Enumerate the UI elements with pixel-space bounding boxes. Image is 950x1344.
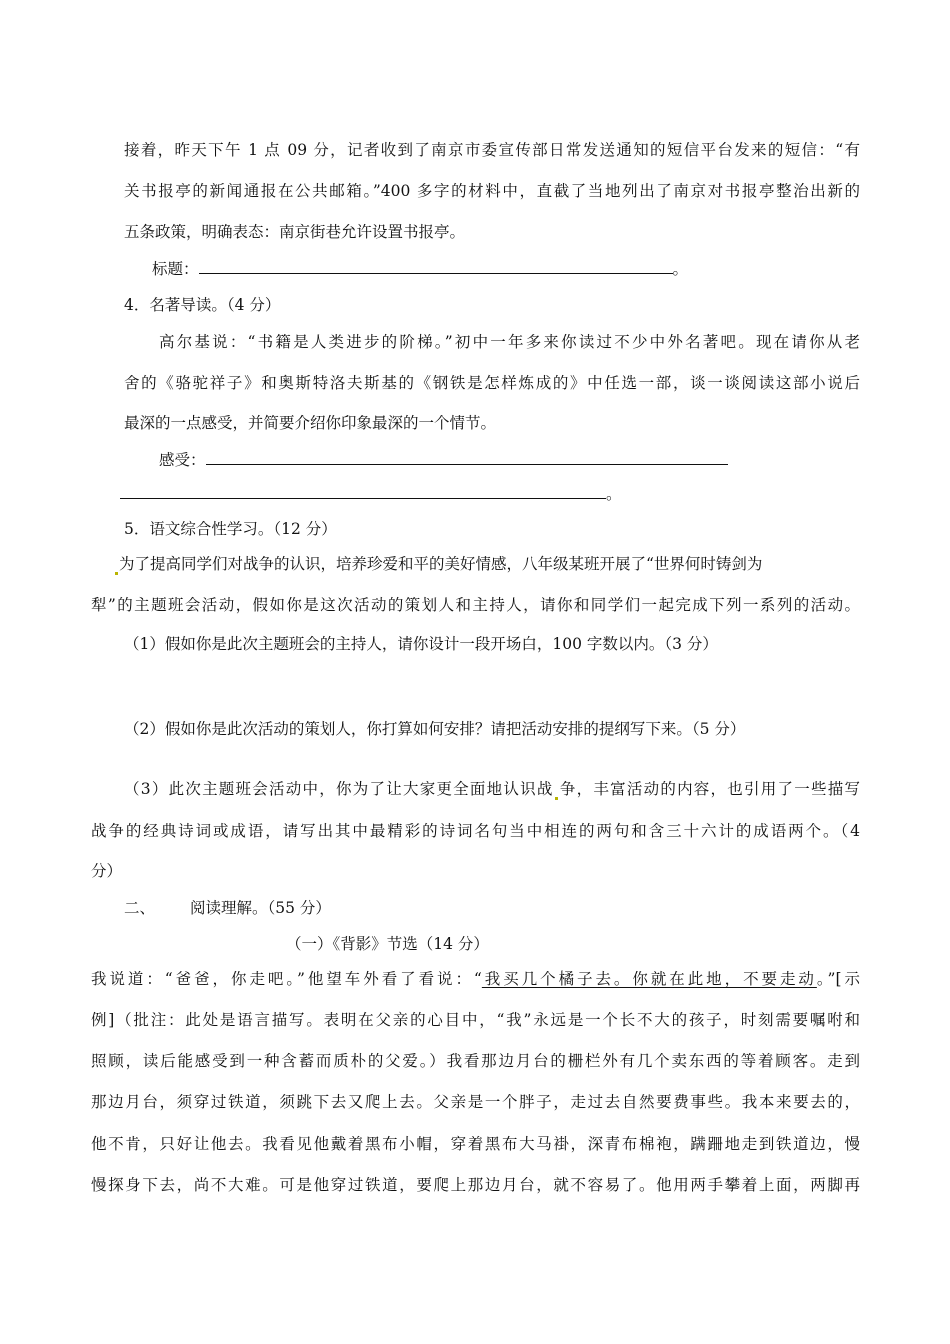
q5-intro-line-2: 犁”的主题班会活动，假如你是这次活动的策划人和主持人，请你和同学们一起完成下列一系列的活动。 xyxy=(91,596,860,614)
title-answer-blank[interactable] xyxy=(199,259,673,274)
q4-feeling-answer-line2 xyxy=(120,483,622,505)
q5-intro-text-1: 为了提高同学们对战争的认识，培养珍爱和平的美好情感，八年级某班开展了“世界何时铸剑为 xyxy=(119,555,763,573)
q5-sub-3-line-3: 分） xyxy=(91,862,123,880)
q5-sub-3-text-a: （3）此次主题班会活动中，你为了让大家更全面地认识战 xyxy=(124,780,554,798)
section-2-title: 阅读理解。（55 分） xyxy=(190,899,331,917)
q5-sub-3-line-1 xyxy=(124,778,860,800)
passage-line-2: 例]（批注：此处是语言描写。表明在父亲的心目中，“我”永远是一个长不大的孩子，时刻需要嘱咐和 xyxy=(91,1011,860,1029)
passage-line-5: 他不肯，只好让他去。我看见他戴着黑布小帽，穿着黑布大马褂，深青布棉袍，蹒跚地走到铁道边，慢 xyxy=(91,1135,860,1153)
q5-intro-line-1 xyxy=(114,553,762,575)
part-1-title: （一）《背影》节选（14 分） xyxy=(286,935,489,953)
news-title-answer xyxy=(152,258,688,280)
q5-heading: 5．语文综合性学习。（12 分） xyxy=(124,520,337,538)
passage-line-6: 慢探身下去，尚不大难。可是他穿过铁道，要爬上那边月台，就不容易了。他用两手攀着上面，两脚再 xyxy=(91,1176,860,1194)
passage-line-1 xyxy=(91,968,860,990)
underlined-quote: 我买几个橘子去。你就在此地，不要走动 xyxy=(481,970,817,988)
passage-line-1-a: 我说道：“爸爸，你走吧。”他望车外看了看说：“ xyxy=(91,970,482,988)
q4-line-3: 最深的一点感受，并简要介绍你印象最深的一个情节。 xyxy=(124,414,497,432)
q4-feeling-answer xyxy=(159,449,728,471)
news-line-2: 关书报亭的新闻通报在公共邮箱。”400 多字的材料中，直截了当地列出了南京对书报亭整治出新的 xyxy=(124,182,860,200)
yellow-mark-icon xyxy=(555,797,558,800)
title-label: 标题： xyxy=(152,260,199,278)
title-end: 。 xyxy=(672,260,689,278)
feeling-answer-blank-2[interactable] xyxy=(120,484,606,499)
yellow-mark-icon xyxy=(115,572,118,575)
q4-line-1: 高尔基说：“书籍是人类进步的阶梯。”初中一年多来你读过不少中外名著吧。现在请你从老 xyxy=(159,333,860,351)
feeling-label: 感受： xyxy=(159,451,206,469)
feeling-answer-blank-1[interactable] xyxy=(206,450,728,465)
section-2-number: 二、 xyxy=(124,899,156,917)
q5-sub-3-line-2: 战争的经典诗词或成语，请写出其中最精彩的诗词名句当中相连的两句和含三十六计的成语两个。（4 xyxy=(91,822,860,840)
q4-line-2: 舍的《骆驼祥子》和奥斯特洛夫斯基的《钢铁是怎样炼成的》中任选一部，谈一谈阅读这部小说后 xyxy=(124,374,860,392)
q5-sub-1: （1）假如你是此次主题班会的主持人，请你设计一段开场白，100 字数以内。（3 分） xyxy=(124,635,718,653)
q4-heading: 4．名著导读。（4 分） xyxy=(124,296,281,314)
feeling-end: 。 xyxy=(606,485,622,503)
passage-line-3: 照顾，读后能感受到一种含蓄而质朴的父爱。）我看那边月台的栅栏外有几个卖东西的等着顾客。走到 xyxy=(91,1052,860,1070)
passage-line-1-b: 。”[示 xyxy=(816,970,860,988)
news-line-1: 接着，昨天下午 1 点 09 分，记者收到了南京市委宣传部日常发送通知的短信平台发来的短信：“有 xyxy=(124,141,860,159)
news-line-3: 五条政策，明确表态：南京街巷允许设置书报亭。 xyxy=(124,223,466,241)
passage-line-4: 那边月台，须穿过铁道，须跳下去又爬上去。父亲是一个胖子，走过去自然要费事些。我本来要去的， xyxy=(91,1093,860,1111)
q5-sub-2: （2）假如你是此次活动的策划人，你打算如何安排？请把活动安排的提纲写下来。（5 分） xyxy=(124,720,746,738)
q5-sub-3-text-b: 争，丰富活动的内容，也引用了一些描写 xyxy=(558,780,860,798)
